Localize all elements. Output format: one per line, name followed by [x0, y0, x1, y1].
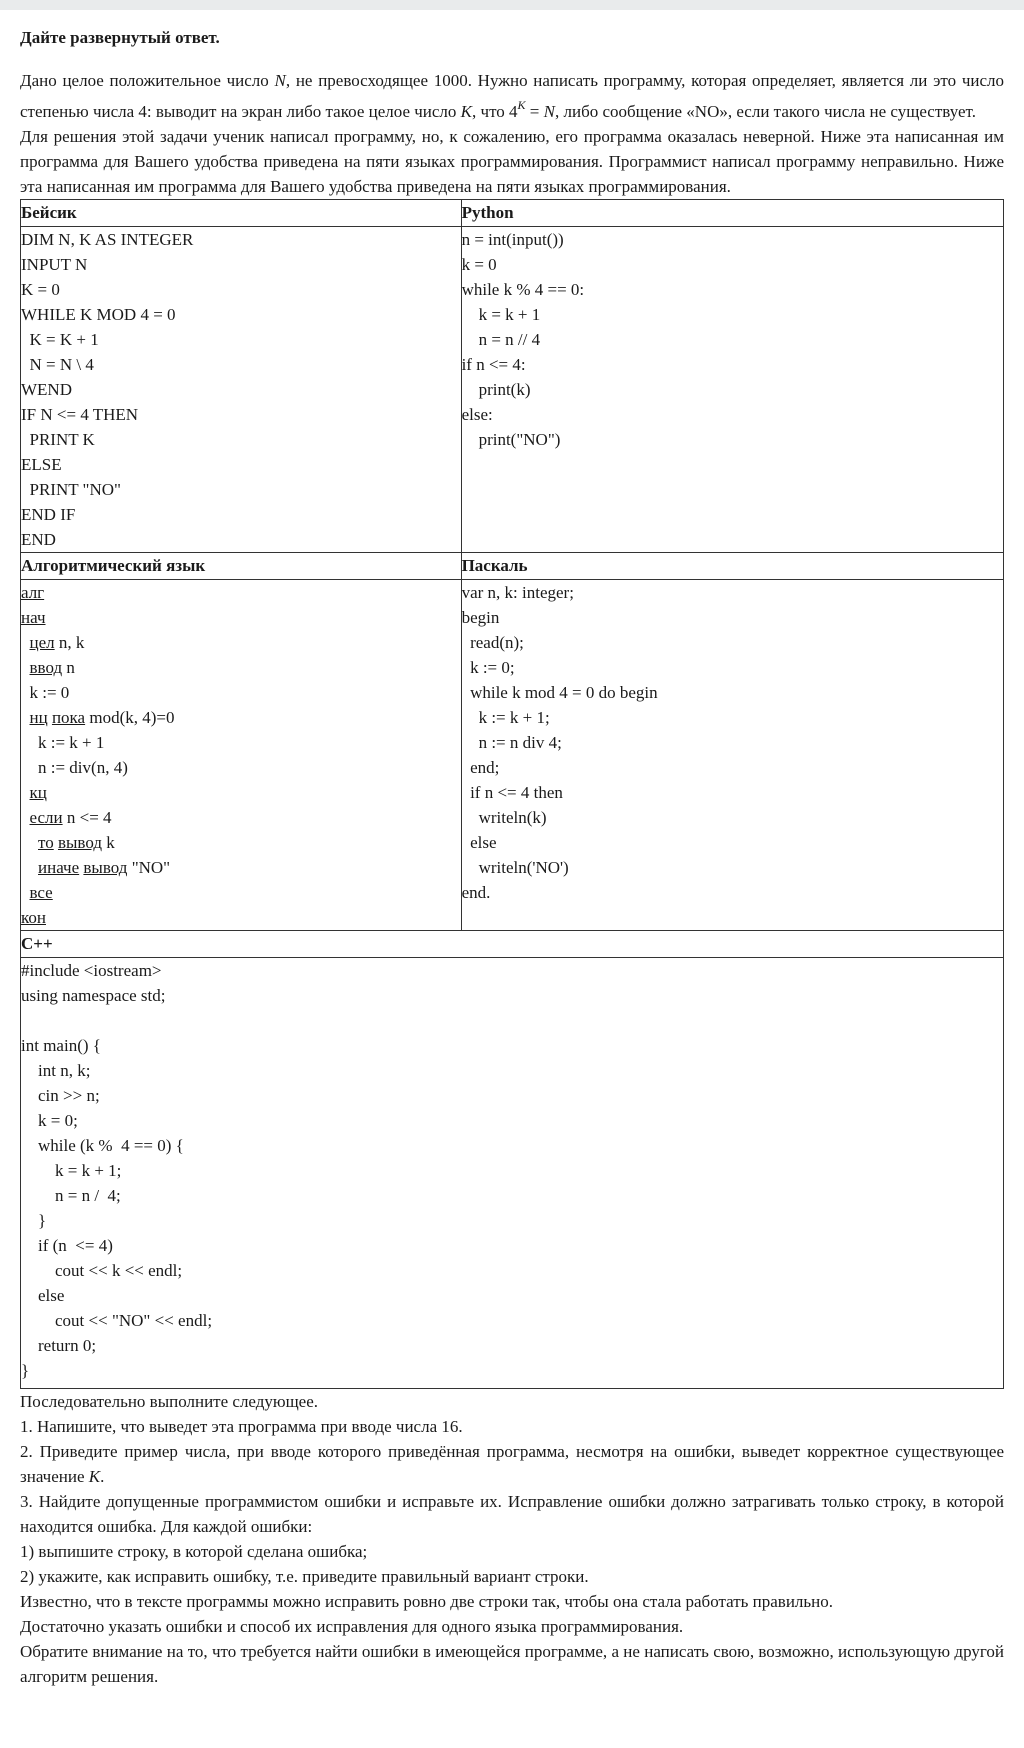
code-line	[21, 855, 461, 880]
code-line: if n <= 4 then	[461, 783, 563, 802]
code-text: "NO"	[127, 858, 171, 877]
code-basic	[21, 227, 462, 553]
code-text: mod(k, 4)=0	[85, 708, 175, 727]
code-text	[21, 858, 38, 877]
code-line: PRINT "NO"	[21, 480, 121, 499]
code-line	[21, 905, 461, 930]
code-line: k = k + 1;	[21, 1161, 122, 1180]
code-line: int n, k;	[21, 1061, 91, 1080]
keyword: вывод	[83, 858, 128, 877]
header-pascal: Паскаль	[461, 553, 1003, 580]
code-cpp	[21, 958, 1004, 1389]
keyword: нач	[21, 608, 46, 627]
keyword: если	[29, 808, 63, 827]
intro-text-4: =	[525, 102, 544, 121]
code-text	[21, 658, 30, 677]
question-line: Обратите внимание на то, что требуется найти ошибки в имеющейся программе, а не написать свою, возможно, использующую другой алгоритм решения.	[20, 1642, 1004, 1686]
code-line: return 0;	[21, 1336, 97, 1355]
code-line: read(n);	[461, 633, 524, 652]
code-line: cout << k << endl;	[21, 1261, 183, 1280]
question-line: 3. Найдите допущенные программистом ошибки и исправьте их. Исправление ошибки должно затрагивать только строку, в которой находится ошибка. Для каждой ошибки:	[20, 1492, 1004, 1536]
code-line: k := k + 1;	[461, 708, 550, 727]
code-line: PRINT K	[21, 430, 95, 449]
code-line: n = int(input())	[461, 230, 564, 249]
question-line: Достаточно указать ошибки и способ их исправления для одного языка программирования.	[20, 1617, 684, 1636]
question-line	[20, 1439, 1004, 1489]
code-line: int main() {	[21, 1036, 101, 1055]
keyword: кц	[29, 783, 47, 802]
code-line: k := 0;	[461, 658, 515, 677]
intro-text-2: , не превосходящее 1000. Нужно написать программу, которая определяет, является ли это число степенью числа 4: выводит на экран либо такое целое число	[20, 71, 1004, 121]
code-line: k = 0;	[21, 1111, 78, 1130]
code-text	[21, 708, 30, 727]
keyword: цел	[29, 633, 55, 652]
code-line: n = n / 4;	[21, 1186, 121, 1205]
code-line: writeln('NO')	[461, 858, 569, 877]
code-text	[21, 883, 30, 902]
code-line: n = n // 4	[461, 330, 541, 349]
code-line: else	[461, 833, 497, 852]
intro-text-5: , либо сообщение «NO», если такого числа не существует.	[554, 102, 976, 121]
code-python	[461, 227, 1003, 553]
header-basic: Бейсик	[21, 200, 462, 227]
task-intro	[20, 68, 1004, 124]
code-line: k = 0	[461, 255, 497, 274]
code-line: INPUT N	[21, 255, 88, 274]
code-line	[21, 605, 461, 630]
keyword: алг	[21, 583, 45, 602]
code-line: K = 0	[21, 280, 60, 299]
code-line	[21, 705, 461, 730]
question-line: Известно, что в тексте программы можно исправить ровно две строки так, чтобы она стала работать правильно.	[20, 1592, 833, 1611]
keyword: кон	[21, 908, 46, 927]
question-line: 1) выпишите строку, в которой сделана ошибка;	[20, 1542, 368, 1561]
code-text: n, k	[54, 633, 85, 652]
code-line: ELSE	[21, 455, 62, 474]
code-line: print("NO")	[461, 430, 561, 449]
code-line: END	[21, 530, 56, 549]
code-line: while (k % 4 == 0) {	[21, 1136, 184, 1155]
question-line: Последовательно выполните следующее.	[20, 1392, 319, 1411]
code-alg	[21, 580, 462, 931]
code-line: else	[21, 1286, 65, 1305]
question-line: 1. Напишите, что выведет эта программа при вводе числа 16.	[20, 1417, 463, 1436]
code-line: WEND	[21, 380, 72, 399]
code-line	[21, 630, 461, 655]
code-line	[21, 780, 461, 805]
keyword: вывод	[57, 833, 102, 852]
top-bar	[0, 0, 1024, 10]
task-container	[20, 10, 1004, 1689]
code-line: end.	[461, 883, 491, 902]
code-line: else:	[461, 405, 493, 424]
code-line: while k mod 4 = 0 do begin	[461, 683, 658, 702]
code-text: k := 0	[21, 683, 70, 702]
var-k: K	[88, 1467, 101, 1486]
code-line: writeln(k)	[461, 808, 547, 827]
question-line: 2) укажите, как исправить ошибку, т.е. приведите правильный вариант строки.	[20, 1567, 589, 1586]
code-line	[21, 755, 461, 780]
code-line: k = k + 1	[461, 305, 541, 324]
keyword: иначе	[38, 858, 80, 877]
code-text	[21, 783, 30, 802]
keyword: ввод	[29, 658, 63, 677]
code-text: n := div(n, 4)	[21, 758, 128, 777]
code-line: begin	[461, 608, 500, 627]
intro-text-1: Дано целое положительное число	[20, 71, 275, 90]
code-text: n	[62, 658, 75, 677]
keyword: то	[38, 833, 54, 852]
exponent-k: K	[517, 98, 526, 112]
code-line: n := n div 4;	[461, 733, 562, 752]
task-title: Дайте развернутый ответ.	[20, 28, 220, 47]
task-questions	[20, 1389, 1004, 1689]
code-table	[20, 199, 1004, 1389]
code-text: n <= 4	[62, 808, 112, 827]
code-line: IF N <= 4 THEN	[21, 405, 139, 424]
code-line: DIM N, K AS INTEGER	[21, 230, 194, 249]
code-line	[21, 680, 461, 705]
code-line: end;	[461, 758, 500, 777]
code-text	[21, 633, 30, 652]
code-line	[21, 805, 461, 830]
keyword: пока	[51, 708, 86, 727]
code-line: if (n <= 4)	[21, 1236, 113, 1255]
code-line	[21, 655, 461, 680]
var-n-2: N	[543, 102, 555, 121]
header-python: Python	[461, 200, 1003, 227]
header-cpp: C++	[21, 931, 1004, 958]
intro-text-3: , что 4	[472, 102, 518, 121]
code-line	[21, 580, 461, 605]
code-line: print(k)	[461, 380, 531, 399]
code-pascal	[461, 580, 1003, 931]
code-line: while k % 4 == 0:	[461, 280, 585, 299]
code-line	[21, 730, 461, 755]
code-line: if n <= 4:	[461, 355, 526, 374]
code-line: }	[21, 1361, 30, 1380]
code-line: WHILE K MOD 4 = 0	[21, 305, 176, 324]
code-line	[21, 830, 461, 855]
code-line: cout << "NO" << endl;	[21, 1311, 213, 1330]
code-text: k := k + 1	[21, 733, 105, 752]
code-line: N = N \ 4	[21, 355, 94, 374]
code-line: #include <iostream>	[21, 961, 162, 980]
code-line: K = K + 1	[21, 330, 99, 349]
code-line: using namespace std;	[21, 986, 166, 1005]
code-line: }	[21, 1211, 47, 1230]
code-text: k	[102, 833, 115, 852]
header-alg: Алгоритмический язык	[21, 553, 462, 580]
keyword: нц	[29, 708, 48, 727]
code-text	[21, 833, 38, 852]
code-line: cin >> n;	[21, 1086, 100, 1105]
code-line: END IF	[21, 505, 76, 524]
question-text: 2. Приведите пример числа, при вводе которого приведённая программа, несмотря на ошибки, выведет корректное существующее значение	[20, 1442, 1004, 1486]
task-intro-2: Для решения этой задачи ученик написал программу, но, к сожалению, его программа оказалась неверной. Ниже эта написанная им программа для Вашего удобства приведена на пяти языках программирования. Программист написал программу неправильно. Ниже эта написанная им программа для Вашего удобства приведена на пяти языках программирования.	[20, 127, 1004, 196]
question-text: .	[100, 1467, 105, 1486]
var-k: K	[460, 102, 473, 121]
var-n: N	[274, 71, 286, 90]
keyword: все	[29, 883, 53, 902]
code-line	[21, 880, 461, 905]
code-line: var n, k: integer;	[461, 583, 574, 602]
code-text	[21, 808, 30, 827]
code-line	[21, 1008, 1003, 1033]
